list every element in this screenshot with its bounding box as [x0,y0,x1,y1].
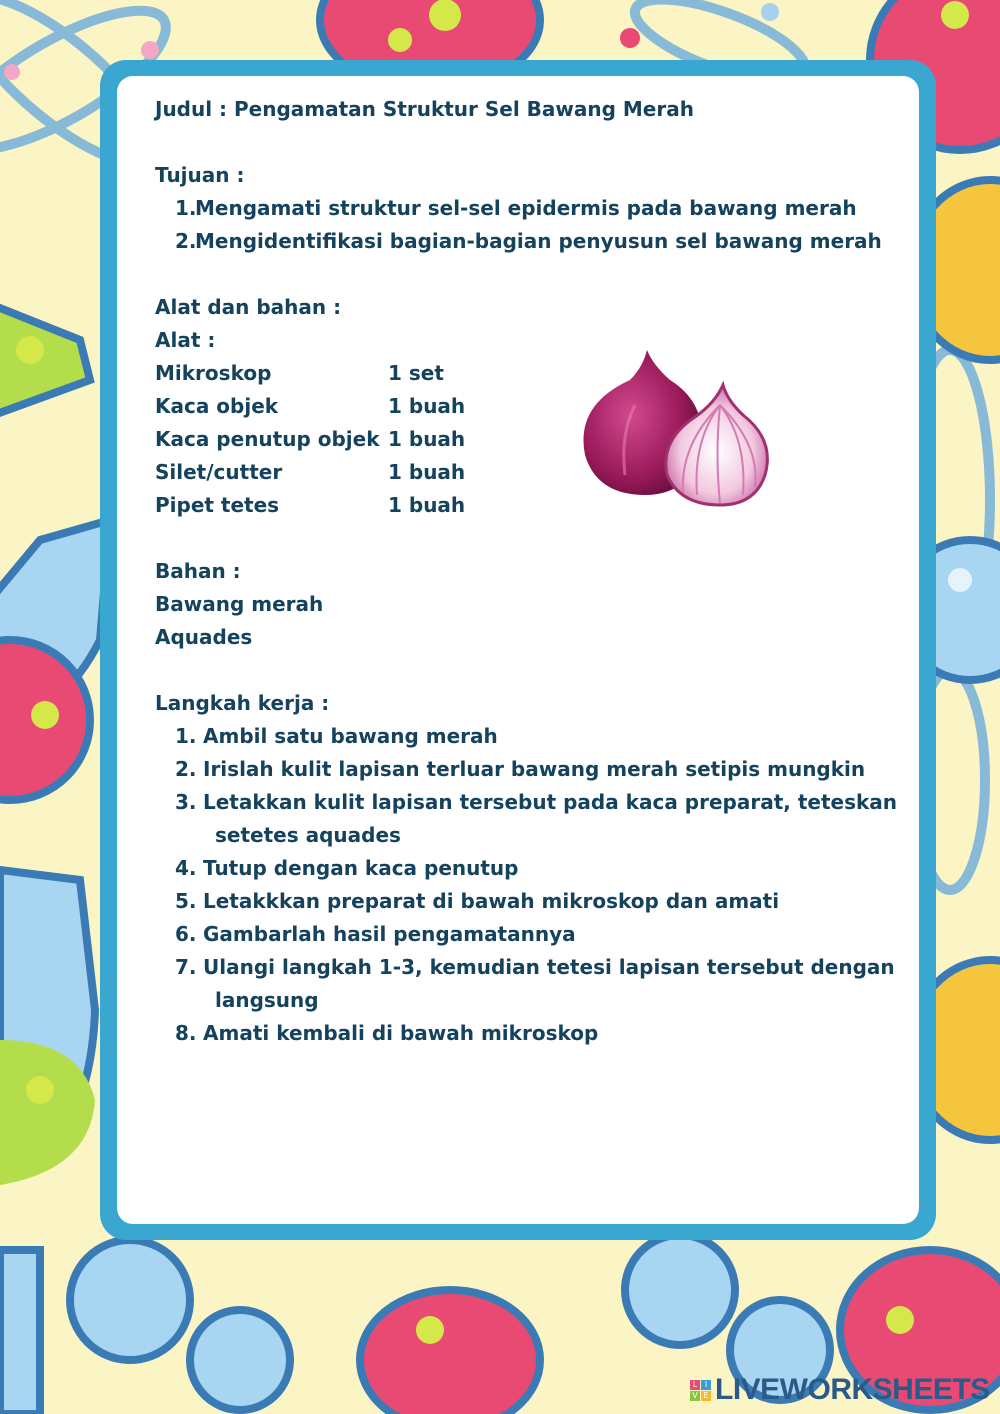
langkah-heading: Langkah kerja : [155,691,330,715]
tool-row: Silet/cutter 1 buah [155,460,466,484]
list-item: 2.Mengidentifikasi bagian-bagian penyusun sel bawang merah [175,229,882,253]
tujuan-heading: Tujuan : [155,163,245,187]
alat-bahan-heading: Alat dan bahan : [155,295,342,319]
step-item: 8. Amati kembali di bawah mikroskop [175,1021,599,1045]
tool-row: Kaca penutup objek 1 buah [155,427,466,451]
material-item: Aquades [155,625,253,649]
tool-list [155,357,895,522]
tool-row: Kaca objek 1 buah [155,394,466,418]
step-item: 1. Ambil satu bawang merah [175,724,498,748]
step-item: 7. Ulangi langkah 1-3, kemudian tetesi lapisan tersebut dengan langsung [155,951,895,1017]
step-continuation: setetes aquades [215,823,401,847]
step-item: 4. Tutup dengan kaca penutup [175,856,519,880]
list-item: 1.Mengamati struktur sel-sel epidermis pada bawang merah [175,196,857,220]
step-item: 3. Letakkan kulit lapisan tersebut pada kaca preparat, teteskan setetes aquades [155,786,895,852]
step-item: 6. Gambarlah hasil pengamatannya [175,922,576,946]
alat-heading: Alat : [155,328,216,352]
logo-text: LIVEWORKSHEETS [715,1373,990,1406]
tool-row: Pipet tetes 1 buah [155,493,466,517]
step-continuation: langsung [215,988,319,1012]
bahan-heading: Bahan : [155,559,241,583]
liveworksheets-logo [690,1372,990,1408]
material-item: Bawang merah [155,592,324,616]
onion-illustration [575,345,780,510]
worksheet-content [155,93,898,1050]
step-item: 5. Letakkkan preparat di bawah mikroskop dan amati [175,889,780,913]
steps-list [155,720,898,1050]
tool-row: Mikroskop 1 set [155,361,444,385]
tujuan-list [155,192,895,258]
page-title: Judul : Pengamatan Struktur Sel Bawang Merah [155,97,694,121]
step-item: 2. Irislah kulit lapisan terluar bawang merah setipis mungkin [175,757,866,781]
logo-mark-icon: L I V E [690,1380,711,1401]
